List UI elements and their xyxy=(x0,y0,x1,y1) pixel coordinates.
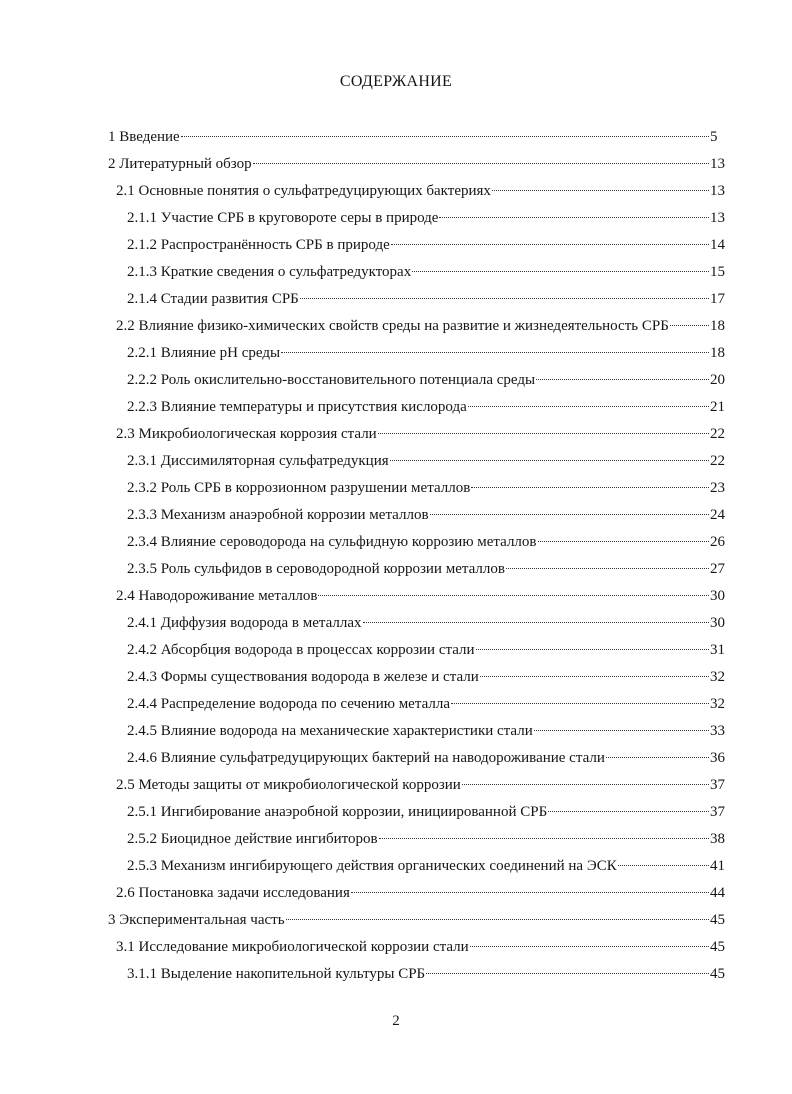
toc-entry-label: 2.4.5 Влияние водорода на механические характеристики стали xyxy=(127,723,533,739)
toc-entry-label: 2.1 Основные понятия о сульфатредуцирующих бактериях xyxy=(116,183,491,199)
toc-entry-page: 37 xyxy=(710,777,725,793)
toc-entry-label: 2.4.3 Формы существования водорода в железе и стали xyxy=(127,669,479,685)
toc-entry-label: 2.5.1 Ингибирование анаэробной коррозии, инициированной СРБ xyxy=(127,804,548,820)
dot-leader xyxy=(318,595,709,596)
toc-entry-label: 2.3.4 Влияние сероводорода на сульфидную коррозию металлов xyxy=(127,534,537,550)
dot-leader xyxy=(300,298,709,299)
dot-leader xyxy=(462,784,709,785)
dot-leader xyxy=(390,460,709,461)
toc-entry-page: 15 xyxy=(710,264,725,280)
toc-entry xyxy=(127,232,738,259)
toc-entry xyxy=(116,421,738,448)
toc-entry xyxy=(108,151,738,178)
toc-entry-page: 24 xyxy=(710,507,725,523)
toc-entry xyxy=(127,448,738,475)
dot-leader xyxy=(534,730,709,731)
dot-leader xyxy=(548,811,709,812)
dot-leader xyxy=(426,973,709,974)
dot-leader xyxy=(379,838,709,839)
toc-entry xyxy=(116,583,738,610)
toc-entry-label: 2.4.1 Диффузия водорода в металлах xyxy=(127,615,362,631)
dot-leader xyxy=(351,892,709,893)
dot-leader xyxy=(363,622,709,623)
toc-entry-page: 32 xyxy=(710,669,725,685)
toc-entry-page: 22 xyxy=(710,453,725,469)
toc-entry-page: 26 xyxy=(710,534,725,550)
toc-entry-label: 2.4.4 Распределение водорода по сечению металла xyxy=(127,696,450,712)
toc-entry xyxy=(127,718,738,745)
toc-entry xyxy=(116,880,738,907)
dot-leader xyxy=(378,433,709,434)
toc-entry xyxy=(127,475,738,502)
toc-entry xyxy=(116,934,738,961)
toc-entry-page: 13 xyxy=(710,156,725,172)
toc-entry-page: 41 xyxy=(710,858,725,874)
dot-leader xyxy=(439,217,709,218)
toc-entry-label: 2.3.3 Механизм анаэробной коррозии металлов xyxy=(127,507,429,523)
toc-entry-label: 2.3.2 Роль СРБ в коррозионном разрушении металлов xyxy=(127,480,471,496)
dot-leader xyxy=(451,703,709,704)
dot-leader xyxy=(181,136,709,137)
toc-entry xyxy=(127,367,738,394)
toc-entry xyxy=(127,556,738,583)
toc-entry-page: 13 xyxy=(710,183,725,199)
toc-entry xyxy=(127,691,738,718)
dot-leader xyxy=(480,676,709,677)
toc-entry-label: 2.3.5 Роль сульфидов в сероводородной коррозии металлов xyxy=(127,561,505,577)
toc-entry-label: 2.5.2 Биоцидное действие ингибиторов xyxy=(127,831,378,847)
toc-entry-label: 2.2.1 Влияние pH среды xyxy=(127,345,281,361)
dot-leader xyxy=(471,487,709,488)
toc-entry-label: 2.1.1 Участие СРБ в круговороте серы в природе xyxy=(127,210,439,226)
toc-entry-page: 18 xyxy=(710,318,725,334)
dot-leader xyxy=(430,514,709,515)
toc-entry-label: 2.6 Постановка задачи исследования xyxy=(116,885,350,901)
dot-leader xyxy=(412,271,709,272)
toc-entry-label: 2.3.1 Диссимиляторная сульфатредукция xyxy=(127,453,389,469)
toc-entry xyxy=(127,664,738,691)
toc-entry xyxy=(127,745,738,772)
dot-leader xyxy=(468,406,709,407)
toc-entry-page: 30 xyxy=(710,615,725,631)
toc-entry xyxy=(116,772,738,799)
toc-entry xyxy=(127,637,738,664)
toc-entry-page: 18 xyxy=(710,345,725,361)
toc-entry-label: 2.1.3 Краткие сведения о сульфатредукторах xyxy=(127,264,412,280)
toc-entry-label: 2.1.2 Распространённость СРБ в природе xyxy=(127,237,390,253)
toc-entry xyxy=(127,961,738,988)
toc-entry xyxy=(127,853,738,880)
page-number: 2 xyxy=(392,1013,400,1029)
dot-leader xyxy=(618,865,709,866)
dot-leader xyxy=(476,649,709,650)
toc-entry xyxy=(108,124,738,151)
toc-entry-page: 31 xyxy=(710,642,725,658)
toc-entry-label: 3.1 Исследование микробиологической коррозии стали xyxy=(116,939,469,955)
toc-entry-label: 2 Литературный обзор xyxy=(108,156,252,172)
toc-entry xyxy=(127,286,738,313)
toc-entry-page: 30 xyxy=(710,588,725,604)
toc-entry-page: 23 xyxy=(710,480,725,496)
toc-list xyxy=(0,124,738,988)
dot-leader xyxy=(536,379,709,380)
toc-entry-page: 36 xyxy=(710,750,725,766)
dot-leader xyxy=(670,325,709,326)
toc-entry xyxy=(127,826,738,853)
toc-entry-label: 2.2 Влияние физико-химических свойств среды на развитие и жизнедеятельность СРБ xyxy=(116,318,669,334)
toc-entry-page: 17 xyxy=(710,291,725,307)
toc-entry xyxy=(116,178,738,205)
toc-entry-label: 3 Экспериментальная часть xyxy=(108,912,285,928)
toc-entry xyxy=(127,529,738,556)
toc-entry xyxy=(116,313,738,340)
toc-entry-label: 1 Введение xyxy=(108,129,180,145)
toc-entry-page: 33 xyxy=(710,723,725,739)
table-of-contents xyxy=(0,124,792,988)
dot-leader xyxy=(492,190,709,191)
toc-entry xyxy=(127,394,738,421)
toc-entry-page: 22 xyxy=(710,426,725,442)
dot-leader xyxy=(470,946,709,947)
toc-entry xyxy=(127,610,738,637)
toc-entry xyxy=(127,205,738,232)
toc-entry-page: 38 xyxy=(710,831,725,847)
toc-entry-page: 13 xyxy=(710,210,725,226)
dot-leader xyxy=(253,163,709,164)
toc-entry-label: 2.1.4 Стадии развития СРБ xyxy=(127,291,299,307)
dot-leader xyxy=(606,757,709,758)
toc-entry-label: 3.1.1 Выделение накопительной культуры СРБ xyxy=(127,966,426,982)
dot-leader xyxy=(391,244,709,245)
toc-entry-label: 2.2.3 Влияние температуры и присутствия кислорода xyxy=(127,399,467,415)
toc-entry-page: 32 xyxy=(710,696,725,712)
toc-entry xyxy=(127,502,738,529)
toc-entry-label: 2.3 Микробиологическая коррозия стали xyxy=(116,426,377,442)
dot-leader xyxy=(506,568,709,569)
toc-entry-page: 5 xyxy=(710,129,718,145)
dot-leader xyxy=(538,541,709,542)
toc-entry-label: 2.5.3 Механизм ингибирующего действия органических соединений на ЭСК xyxy=(127,858,617,874)
toc-entry-page: 20 xyxy=(710,372,725,388)
toc-entry-page: 45 xyxy=(710,939,725,955)
toc-entry-page: 45 xyxy=(710,912,725,928)
toc-entry-label: 2.5 Методы защиты от микробиологической коррозии xyxy=(116,777,461,793)
toc-entry-label: 2.2.2 Роль окислительно-восстановительного потенциала среды xyxy=(127,372,536,388)
toc-entry-label: 2.4.2 Абсорбция водорода в процессах коррозии стали xyxy=(127,642,475,658)
page-title: СОДЕРЖАНИЕ xyxy=(339,73,453,90)
toc-entry xyxy=(108,907,738,934)
toc-entry-page: 45 xyxy=(710,966,725,982)
toc-entry-page: 14 xyxy=(710,237,725,253)
toc-entry-page: 21 xyxy=(710,399,725,415)
toc-entry-label: 2.4.6 Влияние сульфатредуцирующих бактерий на наводороживание стали xyxy=(127,750,605,766)
toc-entry xyxy=(127,259,738,286)
dot-leader xyxy=(286,919,709,920)
toc-entry-label: 2.4 Наводороживание металлов xyxy=(116,588,318,604)
toc-entry xyxy=(127,799,738,826)
toc-entry xyxy=(127,340,738,367)
toc-entry-page: 44 xyxy=(710,885,725,901)
dot-leader xyxy=(281,352,709,353)
toc-entry-page: 37 xyxy=(710,804,725,820)
toc-entry-page: 27 xyxy=(710,561,725,577)
